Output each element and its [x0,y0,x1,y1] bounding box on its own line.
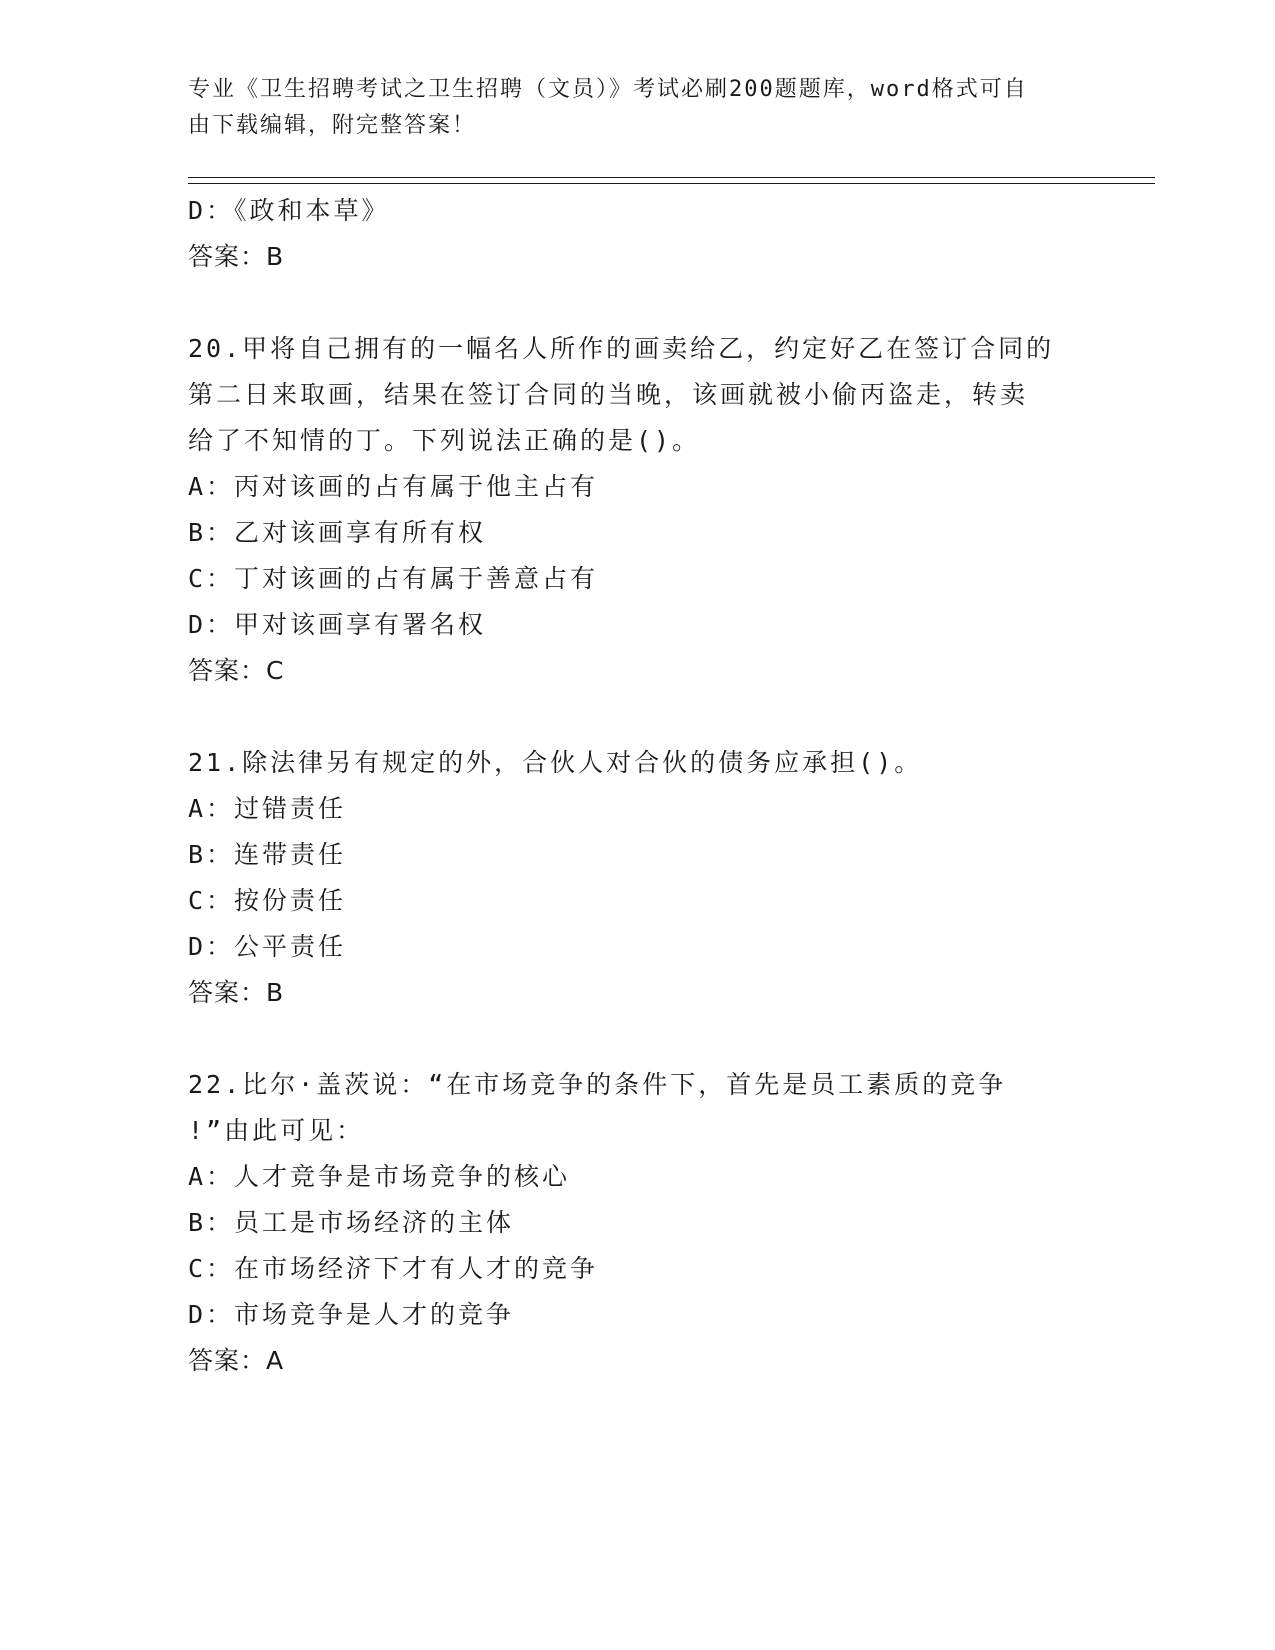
question-22 [188,1062,1088,1384]
answer: 答案：A [188,1346,285,1375]
header-line-1: 专业《卫生招聘考试之卫生招聘（文员）》考试必刷200题题库，word格式可自 [188,77,1028,102]
previous-question-tail [188,188,1088,280]
question-list [188,188,1088,1384]
question-text-line: 给了不知情的丁。下列说法正确的是()。 [188,426,701,455]
option-a: A：过错责任 [188,794,347,823]
header-divider-bottom [188,183,1155,184]
answer: 答案：B [188,978,285,1007]
option-b: B：连带责任 [188,840,347,869]
question-text-line: 第二日来取画，结果在签订合同的当晚，该画就被小偷丙盗走，转卖 [188,380,1029,409]
question-text-line: 22.比尔·盖茨说：“在市场竞争的条件下，首先是员工素质的竞争 [188,1070,1007,1099]
question-20 [188,326,1088,694]
option-b: B：员工是市场经济的主体 [188,1208,515,1237]
option-d: D：甲对该画享有署名权 [188,610,487,639]
option-d: D：市场竞争是人才的竞争 [188,1300,515,1329]
option-b: B：乙对该画享有所有权 [188,518,487,547]
option-d: D：《政和本草》 [188,196,390,225]
header-line-2: 由下载编辑，附完整答案！ [188,113,477,138]
question-text-line: !”由此可见： [188,1116,365,1145]
option-c: C：按份责任 [188,886,347,915]
option-c: C：丁对该画的占有属于善意占有 [188,564,599,593]
answer: 答案：C [188,656,285,685]
document-header [188,72,1068,144]
option-a: A：人才竞争是市场竞争的核心 [188,1162,571,1191]
option-c: C：在市场经济下才有人才的竞争 [188,1254,599,1283]
option-a: A：丙对该画的占有属于他主占有 [188,472,599,501]
question-text-line: 20.甲将自己拥有的一幅名人所作的画卖给乙，约定好乙在签订合同的 [188,334,1055,363]
option-d: D：公平责任 [188,932,347,961]
question-21 [188,740,1088,1016]
answer: 答案：B [188,242,285,271]
question-text-line: 21.除法律另有规定的外，合伙人对合伙的债务应承担()。 [188,748,923,777]
header-divider-top [188,177,1155,178]
